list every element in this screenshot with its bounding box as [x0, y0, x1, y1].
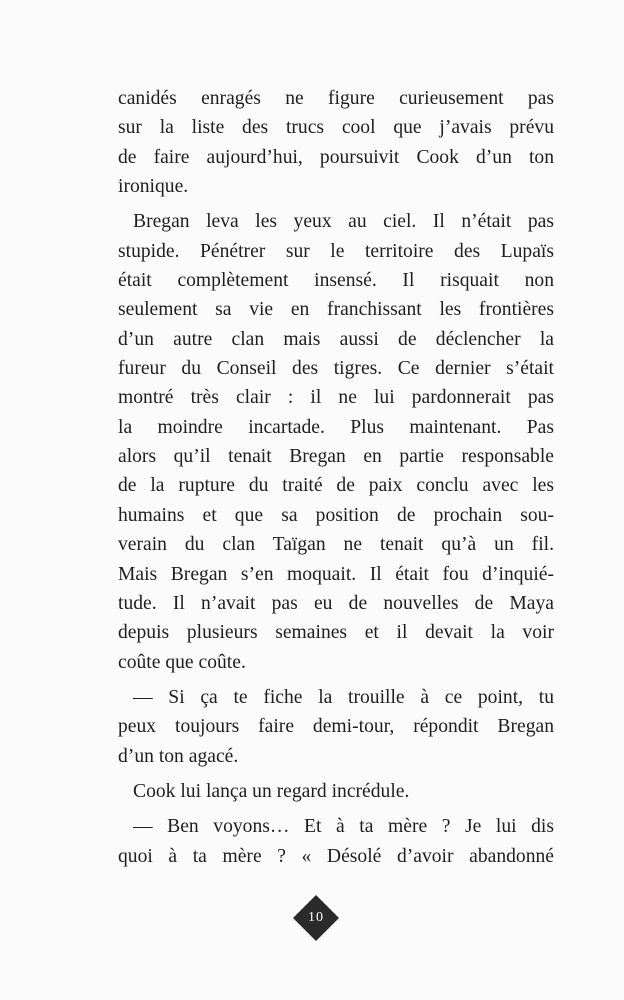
text-line: de faire aujourd’hui, poursuivit Cook d’un ton: [118, 146, 554, 168]
text-line: quoi à ta mère ? « Désolé d’avoir abandonné: [118, 845, 554, 867]
text-line: stupide. Pénétrer sur le territoire des Lupaïs: [118, 240, 554, 262]
text-line: sur la liste des trucs cool que j’avais prévu: [118, 117, 554, 139]
text-line: de la rupture du traité de paix conclu avec les: [118, 475, 554, 497]
text-line: était complètement insensé. Il risquait non: [118, 270, 554, 292]
text-line: montré très clair : il ne lui pardonnerait pas: [118, 387, 554, 409]
body-text: [118, 84, 554, 877]
text-line: alors qu’il tenait Bregan en partie responsable: [118, 446, 554, 468]
paragraph: [118, 683, 554, 771]
text-line: canidés enragés ne figure curieusement pas: [118, 88, 554, 109]
page-number: 10: [308, 910, 324, 925]
page-number-ornament: [293, 895, 339, 941]
text-line: d’un ton agacé.: [118, 745, 239, 767]
text-line: Bregan leva les yeux au ciel. Il n’était pas: [133, 211, 554, 233]
text-line: — Ben voyons… Et à ta mère ? Je lui dis: [133, 816, 554, 838]
paragraph: [118, 207, 554, 677]
text-line: Cook lui lança un regard incrédule.: [133, 780, 410, 802]
text-line: — Si ça te fiche la trouille à ce point, tu: [133, 686, 554, 708]
paragraph: [118, 777, 554, 806]
text-line: la moindre incartade. Plus maintenant. Pas: [118, 416, 554, 438]
text-line: ironique.: [118, 176, 189, 198]
text-line: depuis plusieurs semaines et il devait la voir: [118, 622, 554, 644]
text-line: fureur du Conseil des tigres. Ce dernier s’était: [118, 358, 554, 380]
text-line: coûte que coûte.: [118, 651, 246, 673]
text-line: seulement sa vie en franchissant les frontières: [118, 299, 554, 321]
paragraph: [118, 812, 554, 871]
text-line: Mais Bregan s’en moquait. Il était fou d’inquié-: [118, 563, 554, 585]
text-line: d’un autre clan mais aussi de déclencher la: [118, 328, 554, 350]
paragraph: [118, 84, 554, 201]
text-line: peux toujours faire demi-tour, répondit Bregan: [118, 716, 554, 738]
text-line: humains et que sa position de prochain sou-: [118, 504, 554, 526]
text-line: tude. Il n’avait pas eu de nouvelles de Maya: [118, 592, 554, 614]
text-line: verain du clan Taïgan ne tenait qu’à un fil.: [118, 534, 554, 556]
